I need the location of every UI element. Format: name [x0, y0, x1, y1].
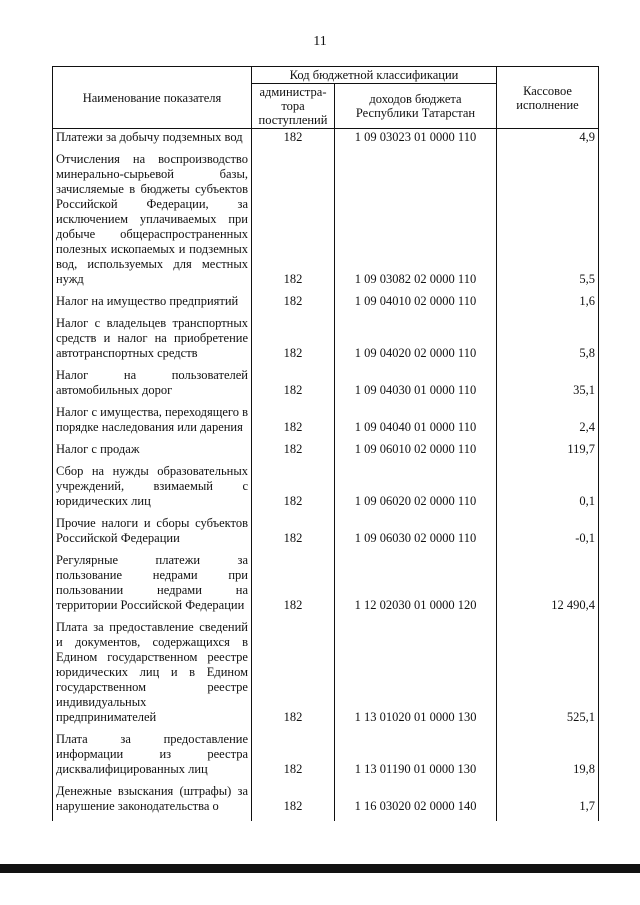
table-row — [53, 405, 599, 442]
row-amount: -0,1 — [497, 516, 599, 553]
row-administrator: 182 — [252, 129, 335, 153]
page-number: 11 — [313, 34, 327, 49]
row-administrator: 182 — [252, 152, 335, 294]
row-name: Прочие налоги и сборы субъектов Российской Федерации — [53, 516, 252, 553]
table-row — [53, 442, 599, 464]
table-row — [53, 368, 599, 405]
table-row — [53, 294, 599, 316]
row-amount: 19,8 — [497, 732, 599, 784]
row-amount: 4,9 — [497, 129, 599, 153]
row-amount: 2,4 — [497, 405, 599, 442]
row-administrator: 182 — [252, 516, 335, 553]
row-amount: 5,8 — [497, 316, 599, 368]
row-name: Отчисления на воспроизводство минерально-сырьевой базы, зачисляемые в бюджеты субъектов Российской Федерации, за исключением уплачиваемых при добыче общераспространенных полезных ископаемых и подземных вод, используемых для местных нужд — [53, 152, 252, 294]
header-revenue-code: доходов бюджета Республики Татарстан — [335, 84, 497, 129]
table-body — [53, 129, 599, 822]
table-row — [53, 316, 599, 368]
row-administrator: 182 — [252, 464, 335, 516]
table-row — [53, 152, 599, 294]
row-budget-code: 1 12 02030 01 0000 120 — [335, 553, 497, 620]
row-administrator: 182 — [252, 553, 335, 620]
row-name: Налог с владельцев транспортных средств и налог на приобретение автотранспортных средств — [53, 316, 252, 368]
header-budget-code: Код бюджетной классификации — [252, 67, 497, 84]
row-budget-code: 1 09 04010 02 0000 110 — [335, 294, 497, 316]
row-name: Налог на имущество предприятий — [53, 294, 252, 316]
row-administrator: 182 — [252, 784, 335, 821]
row-budget-code: 1 16 03020 02 0000 140 — [335, 784, 497, 821]
row-budget-code: 1 09 03023 01 0000 110 — [335, 129, 497, 153]
row-administrator: 182 — [252, 732, 335, 784]
row-amount: 0,1 — [497, 464, 599, 516]
row-administrator: 182 — [252, 294, 335, 316]
budget-table — [52, 66, 599, 821]
table-row — [53, 553, 599, 620]
row-amount: 525,1 — [497, 620, 599, 732]
row-administrator: 182 — [252, 442, 335, 464]
row-budget-code: 1 09 03082 02 0000 110 — [335, 152, 497, 294]
table-row — [53, 620, 599, 732]
table-row — [53, 516, 599, 553]
header-administrator: администра-тора поступлений — [252, 84, 335, 129]
row-name: Денежные взыскания (штрафы) за нарушение законодательства о — [53, 784, 252, 821]
row-budget-code: 1 09 04030 01 0000 110 — [335, 368, 497, 405]
table-row — [53, 129, 599, 153]
row-name: Платежи за добычу подземных вод — [53, 129, 252, 153]
row-budget-code: 1 09 06030 02 0000 110 — [335, 516, 497, 553]
table-row — [53, 784, 599, 821]
row-amount: 1,7 — [497, 784, 599, 821]
header-indicator-name: Наименование показателя — [53, 67, 252, 129]
row-budget-code: 1 13 01190 01 0000 130 — [335, 732, 497, 784]
row-name: Налог с продаж — [53, 442, 252, 464]
row-administrator: 182 — [252, 405, 335, 442]
row-name: Сбор на нужды образовательных учреждений, взимаемый с юридических лиц — [53, 464, 252, 516]
table-row — [53, 732, 599, 784]
table-row — [53, 464, 599, 516]
row-name: Плата за предоставление сведений и документов, содержащихся в Едином государственном реестре юридических лиц и в Едином государственном реестре индивидуальных предпринимателей — [53, 620, 252, 732]
row-amount: 12 490,4 — [497, 553, 599, 620]
row-amount: 119,7 — [497, 442, 599, 464]
row-amount: 35,1 — [497, 368, 599, 405]
row-amount: 1,6 — [497, 294, 599, 316]
row-amount: 5,5 — [497, 152, 599, 294]
row-name: Налог с имущества, переходящего в порядке наследования или дарения — [53, 405, 252, 442]
row-budget-code: 1 09 04020 02 0000 110 — [335, 316, 497, 368]
row-administrator: 182 — [252, 316, 335, 368]
row-budget-code: 1 09 06020 02 0000 110 — [335, 464, 497, 516]
scan-edge-bar — [0, 864, 640, 873]
row-budget-code: 1 09 06010 02 0000 110 — [335, 442, 497, 464]
header-cash-execution: Кассовое исполнение — [497, 67, 599, 129]
row-name: Плата за предоставление информации из реестра дисквалифицированных лиц — [53, 732, 252, 784]
row-budget-code: 1 09 04040 01 0000 110 — [335, 405, 497, 442]
row-budget-code: 1 13 01020 01 0000 130 — [335, 620, 497, 732]
row-name: Налог на пользователей автомобильных дорог — [53, 368, 252, 405]
row-administrator: 182 — [252, 620, 335, 732]
row-administrator: 182 — [252, 368, 335, 405]
row-name: Регулярные платежи за пользование недрами при пользовании недрами на территории Российской Федерации — [53, 553, 252, 620]
